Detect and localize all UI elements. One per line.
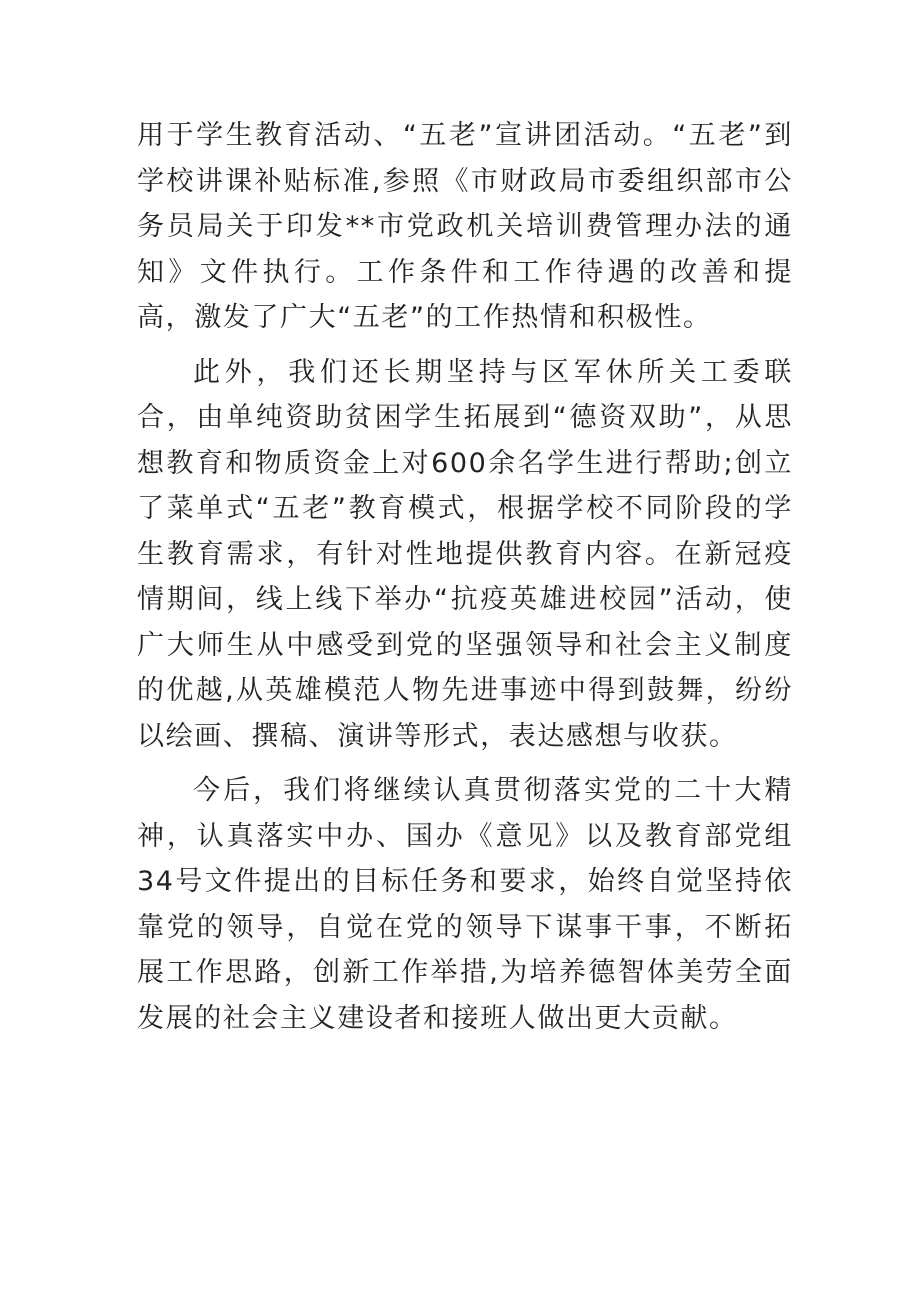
- paragraph-continuation: 用于学生教育活动、“五老”宣讲团活动。“五老”到学校讲课补贴标准,参照《市财政局市委组织部市公务员局关于印发**市党政机关培训费管理办法的通知》文件执行。工作条件和工作待遇的改善和提高，激发了广大“五老”的工作热情和积极性。: [137, 120, 793, 333]
- document-body: [137, 113, 793, 1041]
- paragraph-future-plans: 今后，我们将继续认真贯彻落实党的二十大精神，认真落实中办、国办《意见》以及教育部党组34号文件提出的目标任务和要求，始终自觉坚持依靠党的领导，自觉在党的领导下谋事干事，不断拓展工作思路，创新工作举措,为培养德智体美劳全面发展的社会主义建设者和接班人做出更大贡献。: [137, 775, 793, 1034]
- paragraph-joint-assistance: 此外，我们还长期坚持与区军休所关工委联合，由单纯资助贫困学生拓展到“德资双助”，从思想教育和物质资金上对600余名学生进行帮助;创立了菜单式“五老”教育模式，根据学校不同阶段的学生教育需求，有针对性地提供教育内容。在新冠疫情期间，线上线下举办“抗疫英雄进校园”活动，使广大师生从中感受到党的坚强领导和社会主义制度的优越,从英雄模范人物先进事迹中得到鼓舞，纷纷以绘画、撰稿、演讲等形式，表达感想与收获。: [137, 356, 793, 752]
